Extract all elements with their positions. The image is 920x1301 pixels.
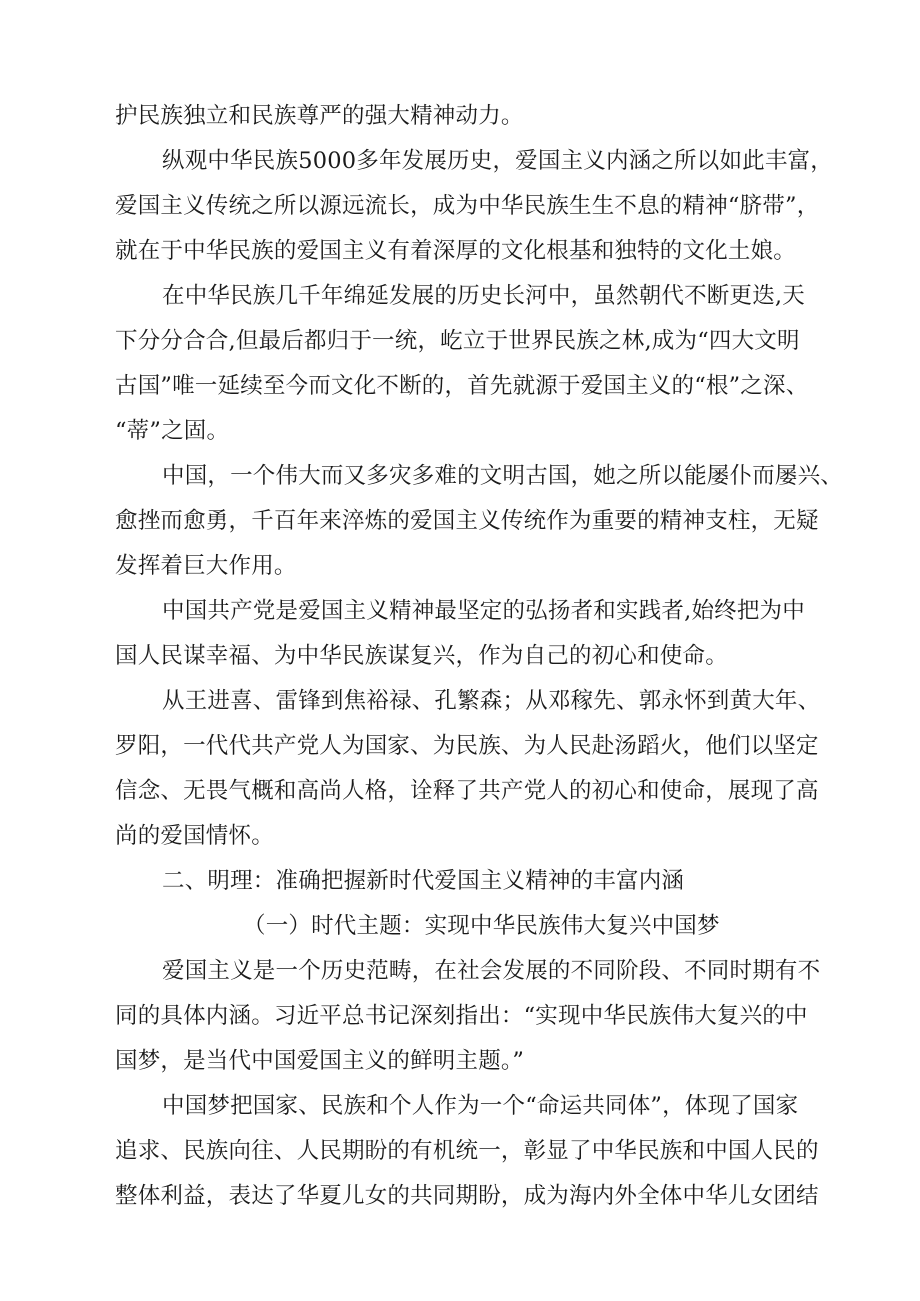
paragraph-line: 国梦，是当代中国爱国主义的鲜明主题。”	[115, 1048, 525, 1074]
paragraph-line: 下分分合合,但最后都归于一统，屹立于世界民族之林,成为“四大文明	[115, 328, 800, 354]
paragraph-line: 发挥着巨大作用。	[115, 553, 297, 579]
paragraph-line: 罗阳，一代代共产党人为国家、为民族、为人民赴汤蹈火，他们以坚定	[115, 733, 819, 759]
paragraph-line: 追求、民族向往、人民期盼的有机统一，彰显了中华民族和中国人民的	[115, 1138, 819, 1164]
paragraph-line: 就在于中华民族的爱国主义有着深厚的文化根基和独特的文化土娘。	[115, 238, 797, 264]
paragraph-line: 整体利益，表达了华夏儿女的共同期盼，成为海内外全体中华儿女团结	[115, 1183, 819, 1209]
paragraph-line: 信念、无畏气概和高尚人格，诠释了共产党人的初心和使命，展现了高	[115, 778, 819, 804]
paragraph-line: 愈挫而愈勇，千百年来淬炼的爱国主义传统作为重要的精神支柱，无疑	[115, 508, 819, 534]
subsection-heading: （一）时代主题：实现中华民族伟大复兴中国梦	[243, 913, 720, 939]
paragraph-line: 纵观中华民族5000多年发展历史，爱国主义内涵之所以如此丰富，	[162, 148, 833, 174]
paragraph-line: 中国，一个伟大而又多灾多难的文明古国，她之所以能屡仆而屡兴、	[162, 463, 844, 489]
paragraph-line: 中国梦把国家、民族和个人作为一个“命运共同体”，体现了国家	[162, 1093, 799, 1119]
paragraph-line: “蒂”之固。	[115, 418, 230, 444]
paragraph-line: 护民族独立和民族尊严的强大精神动力。	[115, 103, 524, 129]
paragraph-line: 中国共产党是爱国主义精神最坚定的弘扬者和实践者,始终把为中	[162, 598, 805, 624]
paragraph-line: 国人民谋幸福、为中华民族谋复兴，作为自己的初心和使命。	[115, 643, 728, 669]
paragraph-line: 爱国主义是一个历史范畴，在社会发展的不同阶段、不同时期有不	[162, 958, 821, 984]
paragraph-line: 在中华民族几千年绵延发展的历史长河中，虽然朝代不断更迭,天	[162, 283, 805, 309]
paragraph-line: 尚的爱国情怀。	[115, 823, 274, 849]
paragraph-line: 古国”唯一延续至今而文化不断的，首先就源于爱国主义的“根”之深、	[115, 373, 809, 399]
paragraph-line: 同的具体内涵。习近平总书记深刻指出：“实现中华民族伟大复兴的中	[115, 1003, 808, 1029]
paragraph-line: 从王进喜、雷锋到焦裕禄、孔繁森；从邓稼先、郭永怀到黄大年、	[162, 688, 821, 714]
paragraph-line: 爱国主义传统之所以源远流长，成为中华民族生生不息的精神“脐带”，	[115, 193, 820, 219]
section-heading: 二、明理：准确把握新时代爱国主义精神的丰富内涵	[162, 868, 685, 894]
